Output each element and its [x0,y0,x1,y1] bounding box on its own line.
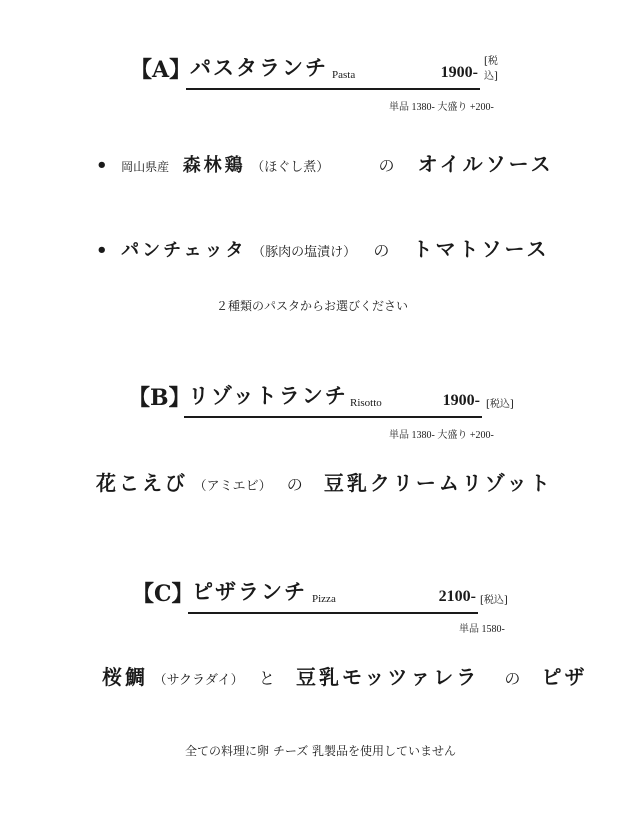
item-particle: の [378,156,395,175]
section-b-tax: [税込] [486,399,514,410]
section-a-sub-price: 単品 1380- 大盛り +200- [389,102,494,113]
item-particle: の [504,669,521,688]
item-detail: （豚肉の塩漬け） [252,245,357,260]
section-c-price: 2100- [438,588,476,605]
section-a-price: 1900- [440,64,478,81]
section-b-sub-price: 単品 1380- 大盛り +200- [389,430,494,441]
item-main: 豆乳モッツァレラ [296,665,480,689]
section-a-title: パスタランチ [190,55,328,80]
section-c-sub-price: 単品 1580- [459,624,505,635]
item-name: パンチェッタ [121,240,247,261]
item-main-2: ピザ [541,665,588,689]
item-particle: の [373,241,390,260]
section-a-note: ２種類のパスタからお選びください [216,299,409,313]
section-c-item [102,661,588,690]
section-c-title-underline [188,580,478,614]
section-b-title-en: Risotto [350,397,382,409]
section-c-tax: [税込] [480,595,508,606]
item-name: 花こえび [96,471,188,495]
item-detail: （サクラダイ） [153,673,244,688]
item-sauce: トマトソース [412,237,550,261]
item-sauce: オイルソース [417,152,554,176]
section-b-title-underline [184,384,482,418]
section-a-title-en: Pasta [332,69,356,81]
item-main: 豆乳クリームリゾット [323,471,553,495]
section-c-title: ピザランチ [192,579,307,604]
section-c-title-en: Pizza [312,593,336,605]
section-c-header [132,579,522,614]
section-a-header [130,55,498,90]
item-origin: 岡山県産 [121,160,170,174]
section-a-bracket: 【A】 [130,57,192,83]
section-a-title-underline [186,56,480,90]
section-c-bracket: 【C】 [132,581,194,607]
section-b-header [128,383,518,418]
section-b-price: 1900- [442,392,480,409]
section-b-title: リゾットランチ [188,383,348,408]
item-name: 桜鯛 [102,665,148,689]
section-b-item [96,467,553,496]
item-particle: と [258,669,275,688]
item-particle: の [286,475,303,494]
section-a-item-1 [96,148,554,177]
section-a-tax: [税込] [484,56,498,82]
bullet-icon: • [96,240,108,261]
item-detail: （アミエビ） [193,479,272,494]
item-detail: （ほぐし煮） [251,160,330,175]
section-a-item-2 [96,233,549,262]
section-b-bracket: 【B】 [128,385,191,411]
item-name: 森林鶏 [182,155,246,176]
footer-allergen-note: 全ての料理に卵 チーズ 乳製品を使用していません [185,744,457,758]
bullet-icon: • [96,155,108,176]
